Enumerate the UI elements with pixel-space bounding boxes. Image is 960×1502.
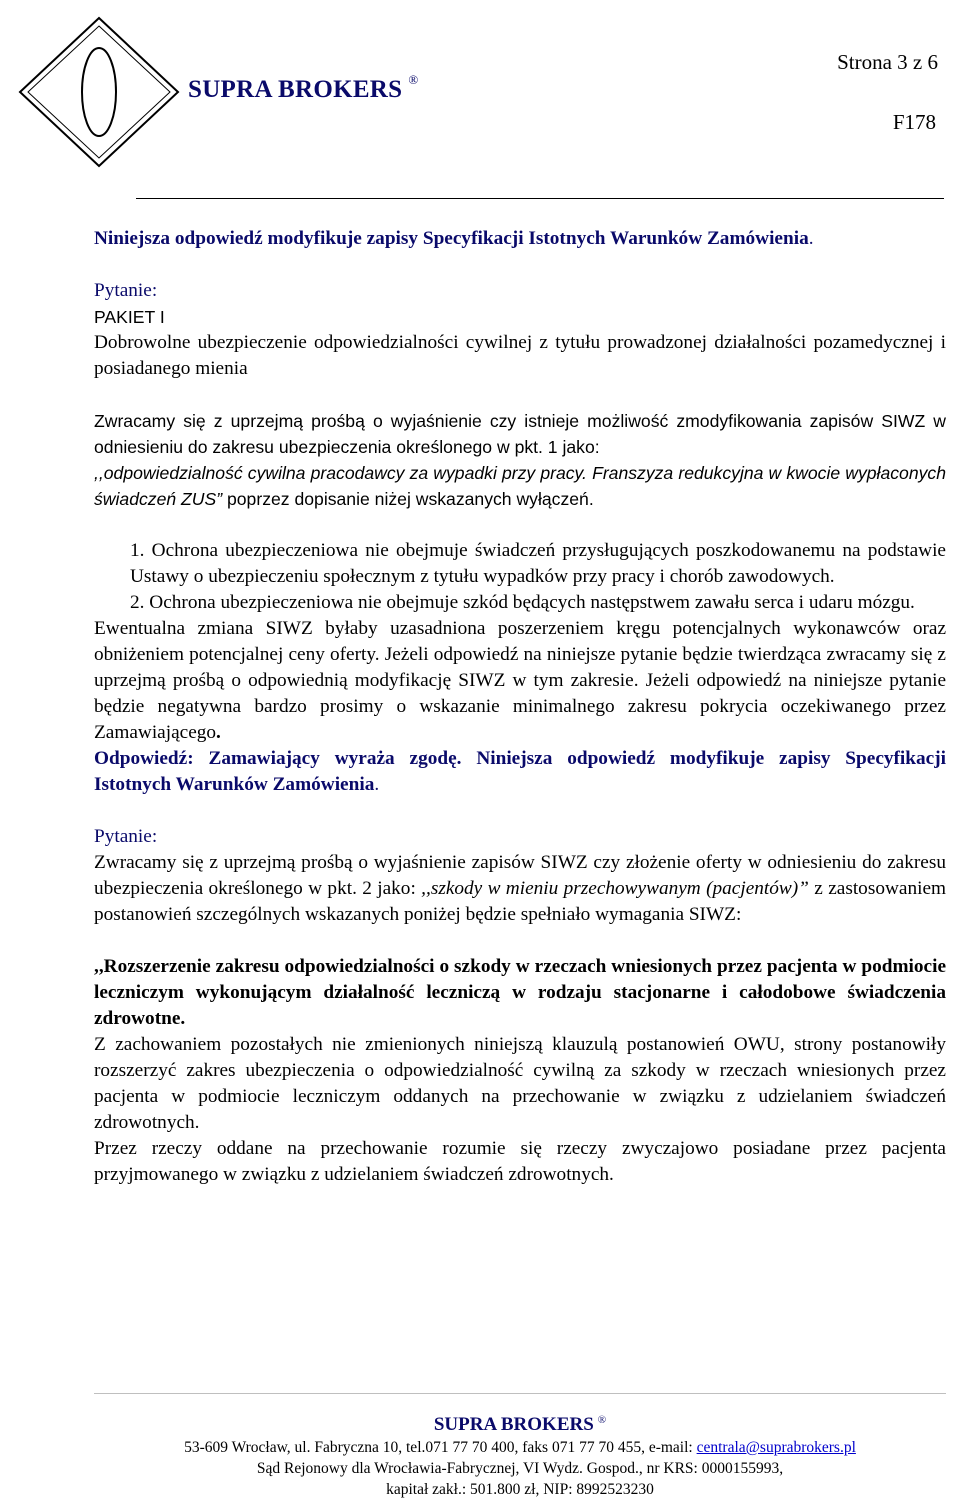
footer-court: Sąd Rejonowy dla Wrocławia-Fabrycznej, VI Wydz. Gospod., nr KRS: 0000155993, [256, 1460, 784, 1477]
question-2-label: Pytanie: [94, 826, 158, 847]
clause-paragraph: Z zachowaniem pozostałych nie zmienionych niniejszą klauzulą postanowień OWU, strony postanowiły rozszerzyć zakres ubezpieczenia o odpowiedzialność cywilną za szkody w rzeczach wniesionych przez pacjenta w podmiocie leczniczym oddanych na przechowanie w związku z udzielaniem świadczeń zdrowotnych. [94, 1034, 946, 1133]
logo-icon [14, 12, 184, 172]
exclusions-list [94, 538, 946, 616]
footer-brand: SUPRA BROKERS ® [433, 1414, 607, 1435]
footer-address: 53-609 Wrocław, ul. Fabryczna 10, tel.071 77 70 400, faks 071 77 70 455, e-mail: centrala@suprabrokers.pl [184, 1439, 856, 1456]
intro-note: Niniejsza odpowiedź modyfikuje zapisy Specyfikacji Istotnych Warunków Zamówienia. [94, 228, 814, 249]
header-divider [136, 198, 944, 199]
list-item: 2. Ochrona ubezpieczeniowa nie obejmuje szkód będących następstwem zawału serca i udaru mózgu. [130, 592, 915, 613]
page-number: Strona 3 z 6 [837, 50, 938, 74]
list-item: 1. Ochrona ubezpieczeniowa nie obejmuje świadczeń przysługujących poszkodowanemu na podstawie Ustawy o ubezpieczeniu społecznym z tytułu wypadków przy pracy i chorób zawodowych. [130, 540, 946, 587]
header-brand: SUPRA BROKERS ® [188, 72, 419, 103]
document-body [94, 226, 946, 1188]
question-1-justification: Ewentualna zmiana SIWZ byłaby uzasadniona poszerzeniem kręgu potencjalnych wykonawców oraz obniżeniem potencjalnej ceny oferty. Jeżeli odpowiedź na niniejsze pytanie będzie twierdząca zwracamy się z uprzejmą prośbą o odpowiednią modyfikację SIWZ w tym zakresie. Jeżeli odpowiedź na niniejsze pytanie będzie negatywna bardzo prosimy o wskazanie minimalnego zakresu pokrycia oczekiwanego przez Zamawiającego. [94, 618, 946, 743]
registered-mark: ® [597, 1414, 607, 1426]
question-1-text: Zwracamy się z uprzejmą prośbą o wyjaśnienie czy istnieje możliwość zmodyfikowania zapisów SIWZ w odniesieniu do zakresu ubezpieczenia określonego w pkt. 1 jako: ,,odpowiedzialność cywilna pracodawcy za wypadki przy pracy. Franszyza redukcyjna w kwocie wypłaconych świadczeń ZUS” poprzez dopisanie niżej wskazanych wyłączeń. [94, 411, 946, 509]
answer-1: Odpowiedź: Zamawiający wyraża zgodę. Niniejsza odpowiedź modyfikuje zapisy Specyfikacji Istotnych Warunków Zamówienia. [94, 748, 946, 795]
question-1-subject: Dobrowolne ubezpieczenie odpowiedzialności cywilnej z tytułu prowadzonej działalności pozamedycznej i posiadanego mienia [94, 332, 946, 379]
question-1-label: Pytanie: [94, 280, 158, 301]
form-code: F178 [892, 110, 936, 134]
clause-paragraph: Przez rzeczy oddane na przechowanie rozumie się rzeczy zwyczajowo posiadane przez pacjenta przyjmowanego w związku z udzielaniem świadczeń zdrowotnych. [94, 1138, 946, 1185]
question-2-text: Zwracamy się z uprzejmą prośbą o wyjaśnienie zapisów SIWZ czy złożenie oferty w odniesieniu do zakresu ubezpieczenia określonego w pkt. 2 jako: ,,szkody w mieniu przechowywanym (pacjentów)” z zastosowaniem postanowień szczególnych wskazanych poniżej będzie spełniało wymagania SIWZ: [94, 852, 947, 925]
package-label: PAKIET I [94, 307, 165, 327]
clause-title: ,,Rozszerzenie zakresu odpowiedzialności o szkody w rzeczach wniesionych przez pacjenta w podmiocie leczniczym wykonującym działalność leczniczą w rodzaju stacjonarne i całodobowe świadczenia zdrowotne. [94, 956, 946, 1029]
footer-divider [94, 1393, 946, 1394]
email-link[interactable]: centrala@suprabrokers.pl [696, 1439, 856, 1456]
footer-capital: kapitał zakł.: 501.800 zł, NIP: 8992523230 [386, 1481, 654, 1498]
registered-mark: ® [408, 72, 419, 87]
